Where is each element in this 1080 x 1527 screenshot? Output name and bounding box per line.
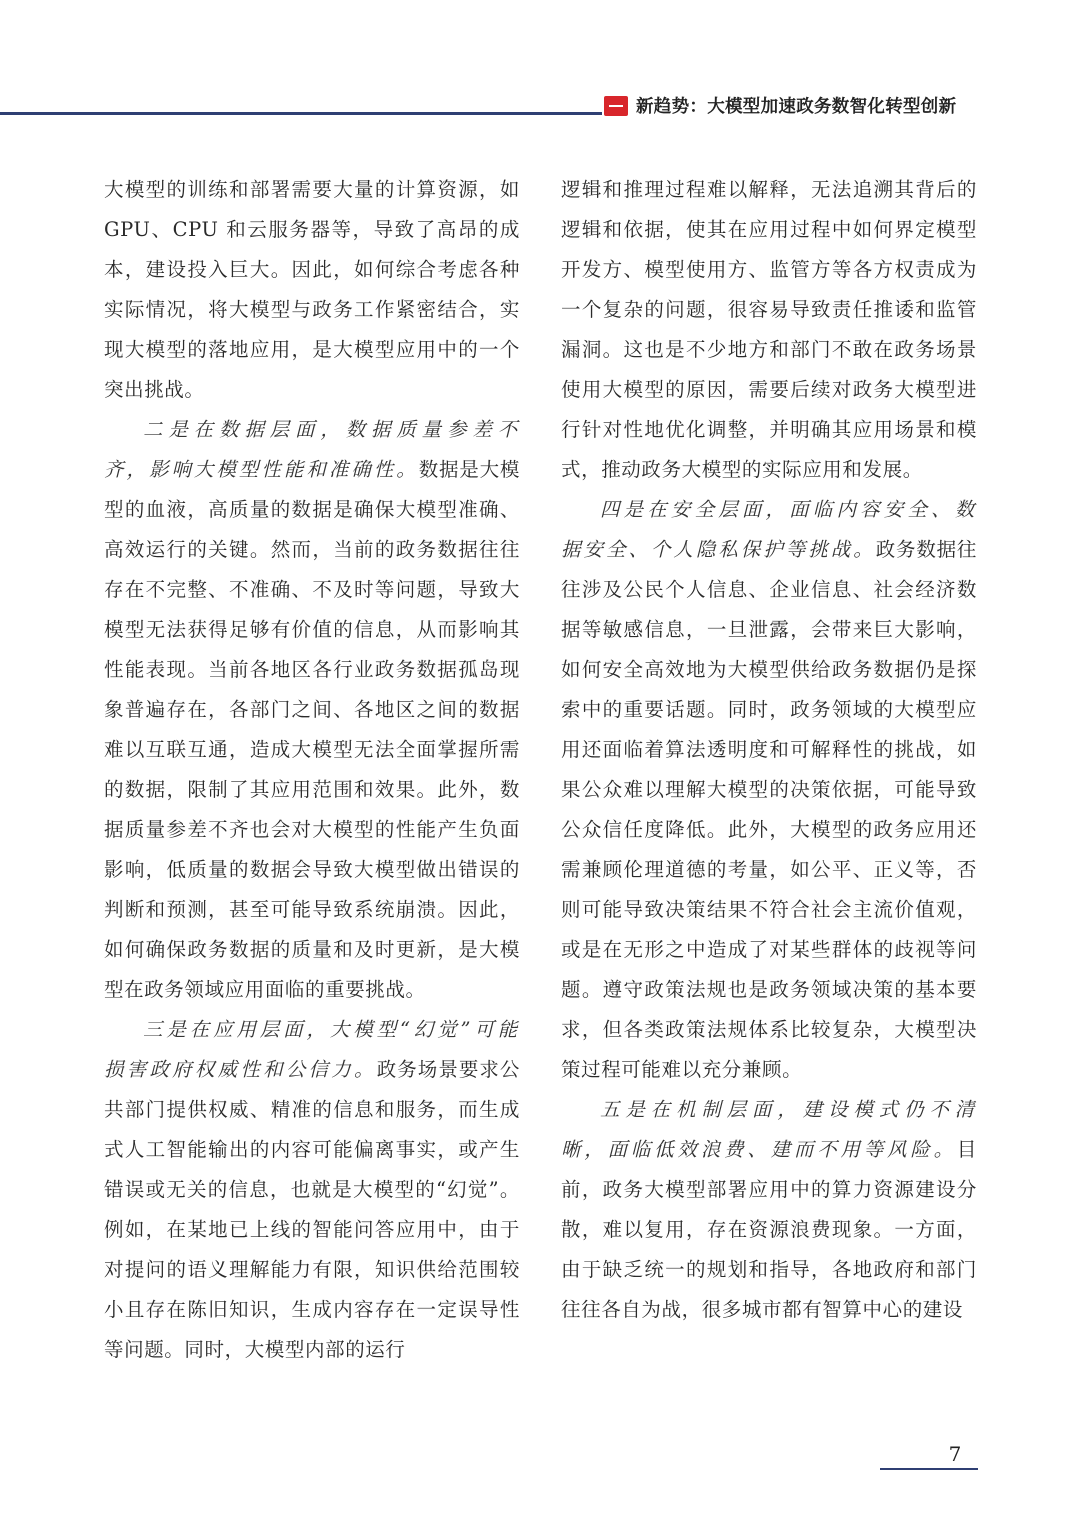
left-paragraph-2-lead: 二是在数据层面，数据质量参差不齐，影响大模型性能和准确性。 <box>104 418 520 481</box>
right-paragraph-2-lead: 四是在安全层面，面临内容安全、数据安全、个人隐私保护等挑战。 <box>561 498 977 561</box>
footer-rule <box>880 1468 978 1470</box>
right-paragraph-3-body: 目前，政务大模型部署应用中的算力资源建设分散，难以复用，存在资源浪费现象。一方面，由于缺乏统一的规划和指导，各地政府和部门往往各自为战，很多城市都有智算中心的建设 <box>561 1138 977 1321</box>
left-paragraph-1: 大模型的训练和部署需要大量的计算资源，如 GPU、CPU 和云服务器等，导致了高昂的成本，建设投入巨大。因此，如何综合考虑各种实际情况，将大模型与政务工作紧密结合，实现大模型的落地应用，是大模型应用中的一个突出挑战。 <box>104 178 520 401</box>
right-paragraph-3 <box>561 1090 977 1330</box>
left-column <box>104 170 520 1370</box>
left-paragraph-3 <box>104 1010 520 1370</box>
running-header-title: 新趋势：大模型加速政务数智化转型创新 <box>636 97 957 117</box>
left-paragraph-3-lead: 三是在应用层面，大模型“幻觉”可能损害政府权威性和公信力。 <box>104 1018 520 1081</box>
header-rule <box>0 112 602 115</box>
right-paragraph-2 <box>561 490 977 1090</box>
page-number: 7 <box>948 1442 962 1466</box>
right-column <box>561 170 977 1330</box>
left-paragraph-2-body: 数据是大模型的血液，高质量的数据是确保大模型准确、高效运行的关键。然而，当前的政务数据往往存在不完整、不准确、不及时等问题，导致大模型无法获得足够有价值的信息，从而影响其性能表现。当前各地区各行业政务数据孤岛现象普遍存在，各部门之间、各地区之间的数据难以互联互通，造成大模型无法全面掌握所需的数据，限制了其应用范围和效果。此外，数据质量参差不齐也会对大模型的性能产生负面影响，低质量的数据会导致大模型做出错误的判断和预测，甚至可能导致系统崩溃。因此，如何确保政务数据的质量和及时更新，是大模型在政务领域应用面临的重要挑战。 <box>104 458 520 1001</box>
right-paragraph-3-lead: 五是在机制层面，建设模式仍不清晰，面临低效浪费、建而不用等风险。 <box>561 1098 977 1161</box>
right-paragraph-1: 逻辑和推理过程难以解释，无法追溯其背后的逻辑和依据，使其在应用过程中如何界定模型开发方、模型使用方、监管方等各方权责成为一个复杂的问题，很容易导致责任推诿和监管漏洞。这也是不少地方和部门不敢在政务场景使用大模型的原因，需要后续对政务大模型进行针对性地优化调整，并明确其应用场景和模式，推动政务大模型的实际应用和发展。 <box>561 178 977 481</box>
left-paragraph-3-body: 政务场景要求公共部门提供权威、精准的信息和服务，而生成式人工智能输出的内容可能偏离事实，或产生错误或无关的信息，也就是大模型的“幻觉”。例如，在某地已上线的智能问答应用中，由于对提问的语义理解能力有限，知识供给范围较小且存在陈旧知识，生成内容存在一定误导性等问题。同时，大模型内部的运行 <box>104 1058 520 1361</box>
right-paragraph-2-body: 政务数据往往涉及公民个人信息、企业信息、社会经济数据等敏感信息，一旦泄露，会带来巨大影响，如何安全高效地为大模型供给政务数据仍是探索中的重要话题。同时，政务领域的大模型应用还面临着算法透明度和可解释性的挑战，如果公众难以理解大模型的决策依据，可能导致公众信任度降低。此外，大模型的政务应用还需兼顾伦理道德的考量，如公平、正义等，否则可能导致决策结果不符合社会主流价值观，或是在无形之中造成了对某些群体的歧视等问题。遵守政策法规也是政务领域决策的基本要求，但各类政策法规体系比较复杂，大模型决策过程可能难以充分兼顾。 <box>561 538 977 1081</box>
section-badge <box>604 96 628 116</box>
left-paragraph-2 <box>104 410 520 1010</box>
badge-dash-icon <box>609 105 623 107</box>
